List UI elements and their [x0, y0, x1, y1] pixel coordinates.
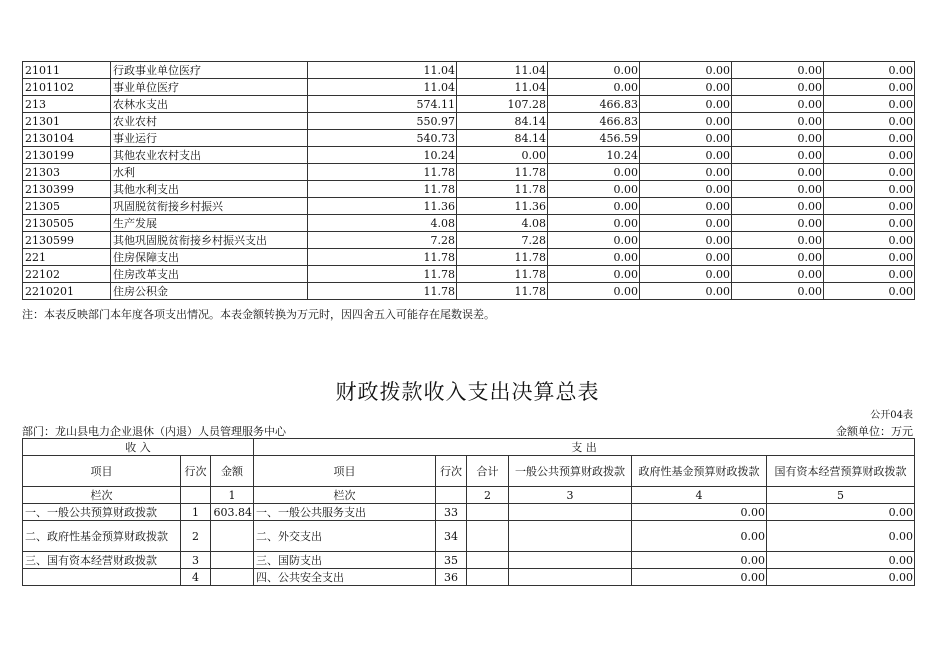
row-value: 0.00 [824, 62, 915, 79]
col-num-3: 3 [509, 487, 632, 504]
expense-state: 0.00 [767, 504, 915, 521]
row-value: 0.00 [824, 198, 915, 215]
row-value: 11.36 [457, 198, 548, 215]
col-item2: 项目 [254, 456, 436, 487]
empty-cell [436, 487, 467, 504]
table-note: 注：本表反映部门本年度各项支出情况。本表金额转换为万元时，因四舍五入可能存在尾数误差。 [22, 308, 495, 321]
row-value: 540.73 [308, 130, 457, 147]
row-value: 0.00 [824, 130, 915, 147]
income-header: 收 入 [23, 439, 254, 456]
col-item: 项目 [23, 456, 181, 487]
table-row [23, 552, 915, 569]
expense-state: 0.00 [767, 569, 915, 586]
row-value: 7.28 [308, 232, 457, 249]
income-line: 4 [181, 569, 211, 586]
row-value: 0.00 [548, 198, 640, 215]
col-num-5: 5 [767, 487, 915, 504]
row-name: 巩固脱贫衔接乡村振兴 [111, 198, 308, 215]
row-value: 0.00 [732, 215, 824, 232]
row-value: 0.00 [640, 62, 732, 79]
row-value: 0.00 [732, 164, 824, 181]
row-code: 221 [23, 249, 111, 266]
row-value: 0.00 [548, 266, 640, 283]
row-name: 其他巩固脱贫衔接乡村振兴支出 [111, 232, 308, 249]
row-value: 0.00 [640, 147, 732, 164]
expense-fund: 0.00 [632, 552, 767, 569]
row-value: 4.08 [457, 215, 548, 232]
lanci-label-2: 栏次 [254, 487, 436, 504]
row-value: 11.78 [457, 283, 548, 300]
income-amount [211, 552, 254, 569]
row-value: 0.00 [732, 283, 824, 300]
row-value: 0.00 [640, 113, 732, 130]
col-num-4: 4 [632, 487, 767, 504]
row-value: 11.78 [308, 266, 457, 283]
table-row [23, 215, 915, 232]
income-item [23, 569, 181, 586]
col-state: 国有资本经营预算财政拨款 [767, 456, 915, 487]
summary-table [22, 438, 915, 586]
row-value: 11.78 [457, 266, 548, 283]
row-value: 11.78 [457, 164, 548, 181]
row-value: 0.00 [640, 232, 732, 249]
table-row [23, 96, 915, 113]
income-amount [211, 569, 254, 586]
expense-general [509, 504, 632, 521]
col-general: 一般公共预算财政拨款 [509, 456, 632, 487]
row-value: 0.00 [824, 96, 915, 113]
table-row [23, 147, 915, 164]
table-row [23, 249, 915, 266]
row-value: 0.00 [548, 164, 640, 181]
row-value: 0.00 [640, 266, 732, 283]
row-value: 0.00 [732, 232, 824, 249]
row-value: 11.04 [308, 62, 457, 79]
expense-item: 四、公共安全支出 [254, 569, 436, 586]
row-name: 事业单位医疗 [111, 79, 308, 96]
row-code: 21301 [23, 113, 111, 130]
row-value: 466.83 [548, 96, 640, 113]
empty-cell [181, 487, 211, 504]
expense-total [467, 569, 509, 586]
row-value: 4.08 [308, 215, 457, 232]
income-item: 三、国有资本经营财政拨款 [23, 552, 181, 569]
table-row [23, 283, 915, 300]
row-code: 2130599 [23, 232, 111, 249]
row-value: 0.00 [548, 181, 640, 198]
table-row [23, 79, 915, 96]
row-value: 0.00 [824, 181, 915, 198]
expense-total [467, 521, 509, 552]
row-value: 0.00 [640, 283, 732, 300]
row-value: 0.00 [824, 215, 915, 232]
income-line: 3 [181, 552, 211, 569]
row-value: 0.00 [640, 249, 732, 266]
expense-fund: 0.00 [632, 569, 767, 586]
unit-label: 金额单位：万元 [836, 425, 913, 438]
income-item: 一、一般公共预算财政拨款 [23, 504, 181, 521]
col-amount: 金额 [211, 456, 254, 487]
row-value: 0.00 [732, 266, 824, 283]
row-code: 22102 [23, 266, 111, 283]
table-row [23, 198, 915, 215]
row-value: 0.00 [824, 283, 915, 300]
row-code: 21305 [23, 198, 111, 215]
row-value: 0.00 [732, 147, 824, 164]
row-value: 0.00 [640, 79, 732, 96]
expense-item: 二、外交支出 [254, 521, 436, 552]
expense-general [509, 569, 632, 586]
expense-line: 36 [436, 569, 467, 586]
row-value: 0.00 [548, 232, 640, 249]
row-value: 0.00 [732, 79, 824, 96]
row-value: 0.00 [640, 215, 732, 232]
row-code: 2130505 [23, 215, 111, 232]
expense-item: 三、国防支出 [254, 552, 436, 569]
table-row [23, 569, 915, 586]
col-line: 行次 [181, 456, 211, 487]
row-value: 0.00 [548, 79, 640, 96]
expense-detail-table [22, 61, 915, 300]
form-code: 公开04表 [870, 410, 913, 421]
row-value: 0.00 [640, 130, 732, 147]
row-value: 10.24 [548, 147, 640, 164]
row-value: 0.00 [824, 266, 915, 283]
row-value: 10.24 [308, 147, 457, 164]
col-line2: 行次 [436, 456, 467, 487]
row-name: 住房保障支出 [111, 249, 308, 266]
row-value: 0.00 [732, 249, 824, 266]
table-row [23, 130, 915, 147]
expense-line: 33 [436, 504, 467, 521]
row-value: 84.14 [457, 113, 548, 130]
row-value: 0.00 [824, 164, 915, 181]
expense-item: 一、一般公共服务支出 [254, 504, 436, 521]
expense-state: 0.00 [767, 552, 915, 569]
row-code: 2130199 [23, 147, 111, 164]
row-code: 21303 [23, 164, 111, 181]
row-name: 其他水利支出 [111, 181, 308, 198]
department-label: 部门：龙山县电力企业退休（内退）人员管理服务中心 [22, 425, 286, 438]
row-value: 466.83 [548, 113, 640, 130]
row-value: 0.00 [640, 164, 732, 181]
expense-state: 0.00 [767, 521, 915, 552]
row-value: 107.28 [457, 96, 548, 113]
row-name: 水利 [111, 164, 308, 181]
row-value: 0.00 [732, 96, 824, 113]
table-row [23, 266, 915, 283]
row-code: 21011 [23, 62, 111, 79]
row-code: 2130104 [23, 130, 111, 147]
row-value: 0.00 [824, 232, 915, 249]
row-value: 0.00 [732, 113, 824, 130]
row-value: 11.78 [308, 283, 457, 300]
row-value: 11.78 [457, 181, 548, 198]
row-value: 0.00 [824, 147, 915, 164]
lanci-label: 栏次 [23, 487, 181, 504]
row-name: 其他农业农村支出 [111, 147, 308, 164]
row-value: 11.78 [308, 181, 457, 198]
expense-total [467, 552, 509, 569]
row-value: 11.78 [308, 249, 457, 266]
page-title: 财政拨款收入支出决算总表 [335, 380, 600, 404]
row-value: 0.00 [548, 215, 640, 232]
row-value: 11.36 [308, 198, 457, 215]
expense-fund: 0.00 [632, 521, 767, 552]
table-row [23, 62, 915, 79]
table-row [23, 521, 915, 552]
row-value: 0.00 [824, 113, 915, 130]
row-value: 84.14 [457, 130, 548, 147]
expense-fund: 0.00 [632, 504, 767, 521]
row-name: 事业运行 [111, 130, 308, 147]
income-line: 2 [181, 521, 211, 552]
table-row [23, 181, 915, 198]
row-value: 11.04 [308, 79, 457, 96]
expense-header: 支 出 [254, 439, 915, 456]
row-value: 0.00 [640, 198, 732, 215]
table-row [23, 113, 915, 130]
row-value: 0.00 [732, 181, 824, 198]
row-code: 2101102 [23, 79, 111, 96]
col-num-1: 1 [211, 487, 254, 504]
table-row [23, 504, 915, 521]
row-value: 11.04 [457, 62, 548, 79]
col-num-2: 2 [467, 487, 509, 504]
row-name: 农林水支出 [111, 96, 308, 113]
table-row [23, 164, 915, 181]
row-value: 574.11 [308, 96, 457, 113]
income-line: 1 [181, 504, 211, 521]
row-value: 0.00 [824, 79, 915, 96]
row-value: 0.00 [732, 198, 824, 215]
income-amount [211, 521, 254, 552]
row-value: 0.00 [548, 62, 640, 79]
table-row [23, 232, 915, 249]
col-fund: 政府性基金预算财政拨款 [632, 456, 767, 487]
row-value: 0.00 [548, 283, 640, 300]
col-total: 合计 [467, 456, 509, 487]
row-value: 0.00 [732, 130, 824, 147]
row-value: 0.00 [548, 249, 640, 266]
row-code: 213 [23, 96, 111, 113]
row-value: 550.97 [308, 113, 457, 130]
row-name: 农业农村 [111, 113, 308, 130]
row-name: 住房公积金 [111, 283, 308, 300]
expense-line: 35 [436, 552, 467, 569]
expense-general [509, 521, 632, 552]
row-value: 456.59 [548, 130, 640, 147]
row-value: 0.00 [640, 181, 732, 198]
row-name: 住房改革支出 [111, 266, 308, 283]
row-value: 0.00 [732, 62, 824, 79]
expense-general [509, 552, 632, 569]
row-value: 11.78 [457, 249, 548, 266]
row-code: 2210201 [23, 283, 111, 300]
row-value: 0.00 [640, 96, 732, 113]
income-amount: 603.84 [211, 504, 254, 521]
row-value: 0.00 [457, 147, 548, 164]
expense-line: 34 [436, 521, 467, 552]
row-value: 11.04 [457, 79, 548, 96]
row-name: 生产发展 [111, 215, 308, 232]
income-item: 二、政府性基金预算财政拨款 [23, 521, 181, 552]
row-value: 7.28 [457, 232, 548, 249]
row-value: 11.78 [308, 164, 457, 181]
expense-total [467, 504, 509, 521]
row-name: 行政事业单位医疗 [111, 62, 308, 79]
row-value: 0.00 [824, 249, 915, 266]
row-code: 2130399 [23, 181, 111, 198]
